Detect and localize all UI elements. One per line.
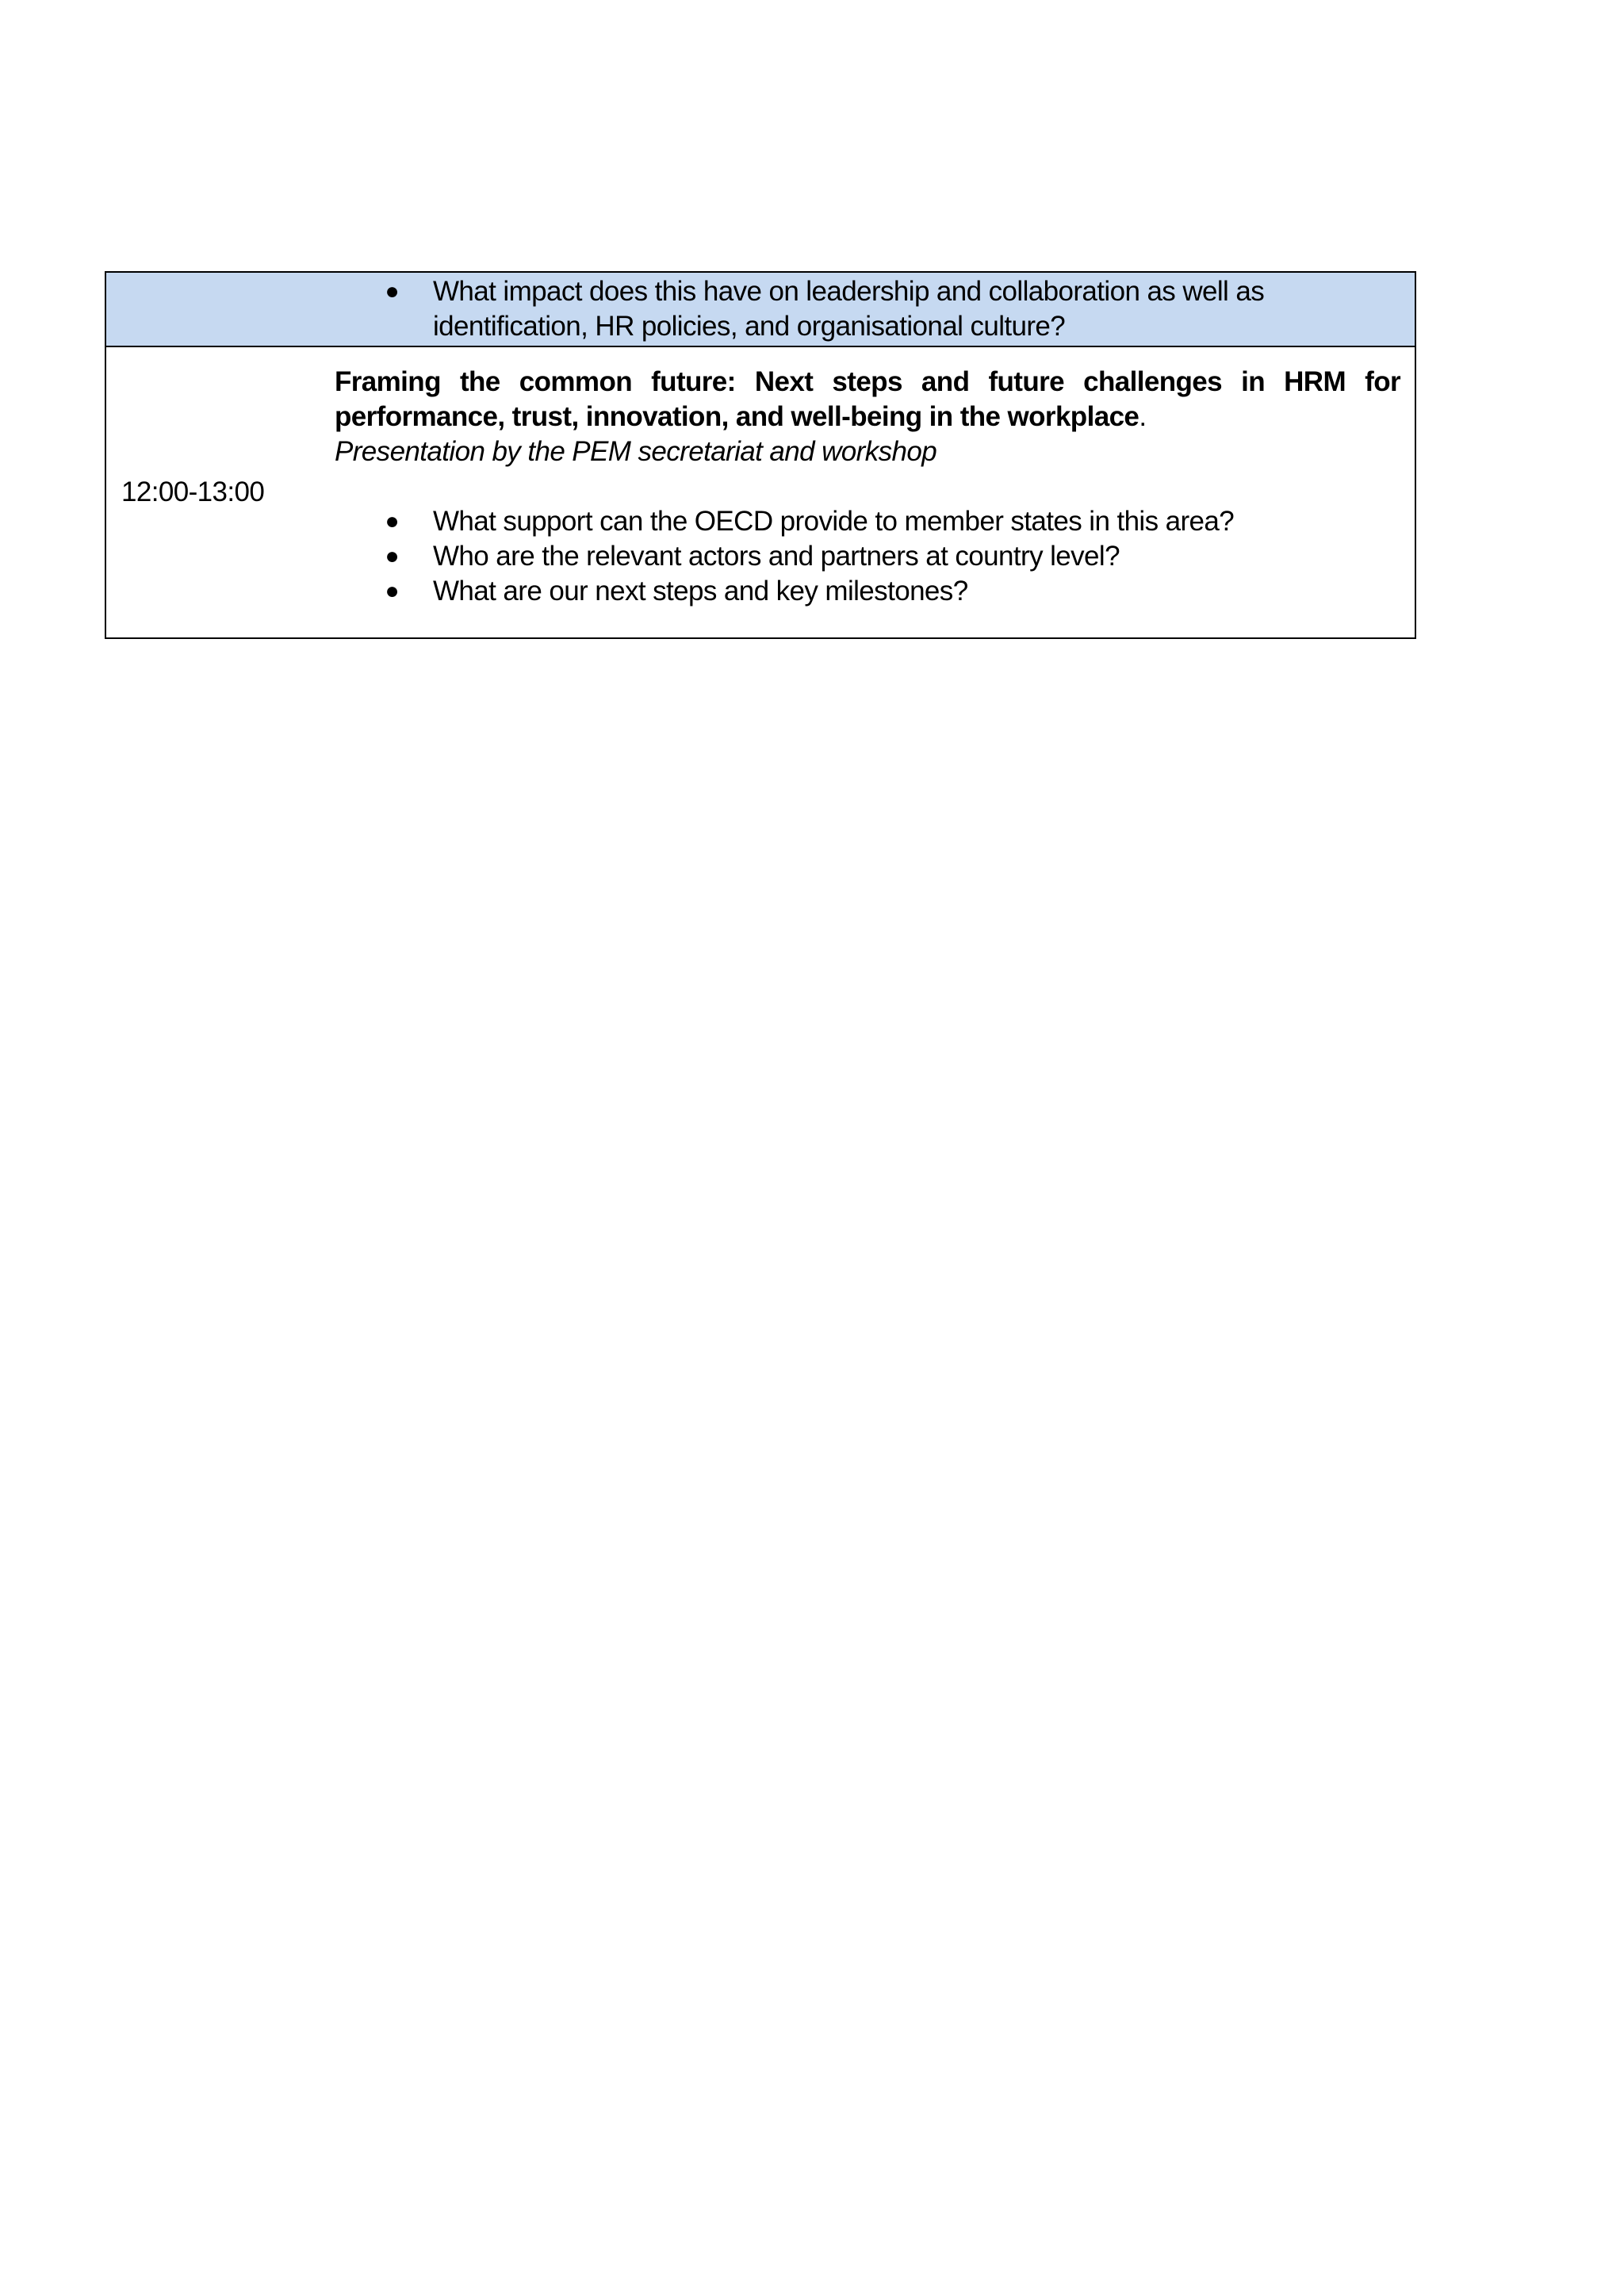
spacer bbox=[335, 469, 1400, 504]
content-cell bbox=[335, 273, 1415, 346]
bullet-icon: ● bbox=[385, 543, 399, 569]
content-cell bbox=[335, 347, 1415, 637]
session-title bbox=[335, 365, 1400, 434]
time-cell bbox=[106, 273, 335, 346]
question-text: What support can the OECD provide to member states in this area? bbox=[433, 506, 1235, 537]
session-title-text: Framing the common future: Next steps and future challenges in HRM for performance, trust, innovation, and well-being in the workplace bbox=[335, 366, 1400, 432]
agenda-row-session bbox=[106, 346, 1415, 637]
bullet-icon: ● bbox=[385, 278, 399, 304]
list-item bbox=[335, 504, 1400, 539]
bullet-icon: ● bbox=[385, 578, 399, 604]
bullet-icon: ● bbox=[385, 508, 399, 534]
session-subtitle: Presentation by the PEM secretariat and workshop bbox=[335, 436, 937, 467]
list-item bbox=[335, 274, 1400, 344]
question-text: What impact does this have on leadership and collaboration as well as identification, HR policies, and organisational culture? bbox=[433, 276, 1265, 342]
time-label: 12:00-13:00 bbox=[121, 476, 265, 507]
list-item bbox=[335, 539, 1400, 574]
list-item bbox=[335, 574, 1400, 609]
time-cell bbox=[106, 347, 335, 637]
question-text: What are our next steps and key milestones? bbox=[433, 576, 968, 607]
agenda-row-continued bbox=[106, 273, 1415, 346]
session-title-period: . bbox=[1139, 401, 1147, 432]
discussion-questions bbox=[335, 274, 1400, 344]
question-text: Who are the relevant actors and partners at country level? bbox=[433, 541, 1120, 572]
agenda-table bbox=[105, 271, 1416, 639]
discussion-questions bbox=[335, 504, 1400, 609]
